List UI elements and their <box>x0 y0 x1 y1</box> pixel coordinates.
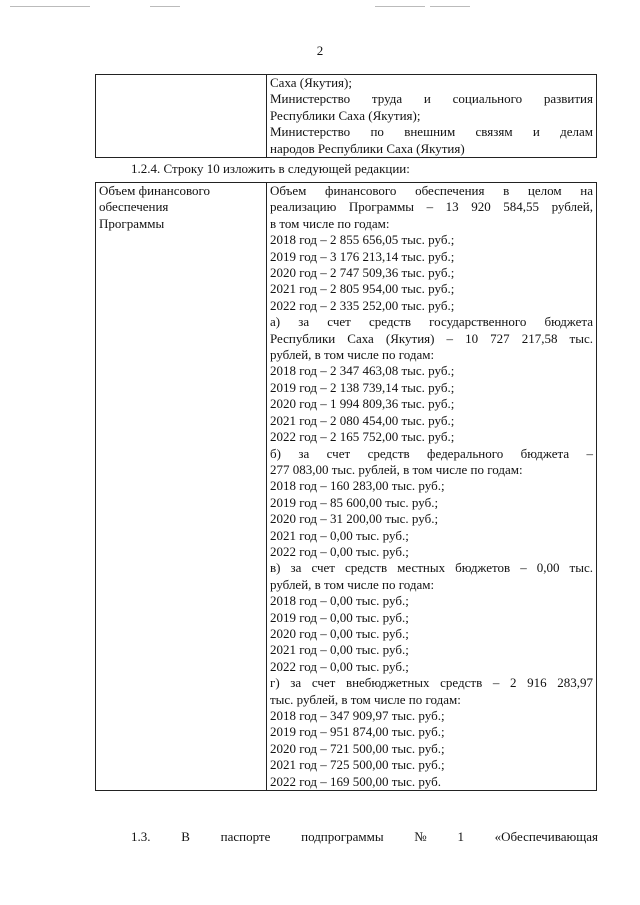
text-line: 2020 год – 1 994 809,36 тыс. руб.; <box>270 396 455 412</box>
text-line: реализацию Программы – 13 920 584,55 рублей, <box>270 199 593 215</box>
text-line: 2019 год – 951 874,00 тыс. руб.; <box>270 724 445 740</box>
item-word: В <box>181 829 190 844</box>
scan-artifact <box>375 6 425 7</box>
text-line: народов Республики Саха (Якутия) <box>270 140 465 156</box>
item-word: 1.3. <box>131 829 151 844</box>
item-word: «Обеспечивающая <box>494 829 598 844</box>
text-line: 2020 год – 31 200,00 тыс. руб.; <box>270 511 439 527</box>
scan-artifact <box>10 6 90 7</box>
responsible-executors-table <box>95 74 597 158</box>
label-cell <box>96 183 267 791</box>
text-line: 2021 год – 0,00 тыс. руб.; <box>270 642 409 658</box>
cell-text <box>270 75 593 157</box>
item-word: паспорте <box>220 829 271 844</box>
text-line: Республики Саха (Якутия) – 10 727 217,58 тыс. <box>270 330 593 346</box>
text-line: 2020 год – 721 500,00 тыс. руб.; <box>270 740 445 756</box>
cell-text <box>270 183 593 790</box>
label-line: Объем финансового <box>99 183 211 198</box>
text-line: 2019 год – 0,00 тыс. руб.; <box>270 609 409 625</box>
text-line: 2022 год – 2 335 252,00 тыс. руб.; <box>270 297 455 313</box>
text-line: 2022 год – 0,00 тыс. руб.; <box>270 543 409 559</box>
text-line: 2022 год – 169 500,00 тыс. руб. <box>270 773 441 789</box>
text-line: 2021 год – 725 500,00 тыс. руб.; <box>270 757 445 773</box>
text-line: 2018 год – 0,00 тыс. руб.; <box>270 593 409 609</box>
text-line: 2021 год – 2 805 954,00 тыс. руб.; <box>270 281 455 297</box>
table-row <box>96 183 597 791</box>
text-line: 2022 год – 0,00 тыс. руб.; <box>270 658 409 674</box>
cell-label <box>99 183 263 232</box>
item-word: № <box>414 829 427 844</box>
label-cell <box>96 75 267 158</box>
text-line: Республики Саха (Якутия); <box>270 107 421 123</box>
text-line: рублей, в том числе по годам: <box>270 576 435 592</box>
text-line: 2019 год – 2 138 739,14 тыс. руб.; <box>270 379 455 395</box>
text-line: 2018 год – 2 347 463,08 тыс. руб.; <box>270 363 455 379</box>
text-line: б) за счет средств федерального бюджета – <box>270 445 593 461</box>
scan-artifact <box>150 6 180 7</box>
value-cell <box>267 75 597 158</box>
text-line: в) за счет средств местных бюджетов – 0,00 тыс. <box>270 560 593 576</box>
item-1-2-4: 1.2.4. Строку 10 изложить в следующей редакции: <box>131 161 410 176</box>
text-line: 2022 год – 2 165 752,00 тыс. руб.; <box>270 429 455 445</box>
text-line: 277 083,00 тыс. рублей, в том числе по годам: <box>270 461 523 477</box>
text-line: 2019 год – 85 600,00 тыс. руб.; <box>270 494 439 510</box>
text-line: 2018 год – 347 909,97 тыс. руб.; <box>270 708 445 723</box>
label-line: Программы <box>99 215 165 231</box>
text-line: г) за счет внебюджетных средств – 2 916 283,97 <box>270 675 593 691</box>
text-line: 2020 год – 0,00 тыс. руб.; <box>270 625 409 641</box>
financing-table <box>95 182 597 791</box>
text-line: рублей, в том числе по годам: <box>270 347 435 363</box>
text-line: в том числе по годам: <box>270 215 390 231</box>
text-line: тыс. рублей, в том числе по годам: <box>270 691 461 707</box>
text-line: 2019 год – 3 176 213,14 тыс. руб.; <box>270 248 455 264</box>
text-line: Министерство труда и социального развития <box>270 91 593 107</box>
text-line: 2020 год – 2 747 509,36 тыс. руб.; <box>270 265 455 281</box>
scan-artifact <box>430 6 470 7</box>
page-number: 2 <box>316 43 324 58</box>
value-cell <box>267 183 597 791</box>
item-word: подпрограммы <box>301 829 384 844</box>
text-line: 2021 год – 2 080 454,00 тыс. руб.; <box>270 412 455 428</box>
text-line: Министерство по внешним связям и делам <box>270 124 593 140</box>
table-row <box>96 75 597 158</box>
text-line: 2018 год – 160 283,00 тыс. руб.; <box>270 478 445 494</box>
label-line: обеспечения <box>99 199 169 215</box>
text-line: а) за счет средств государственного бюджета <box>270 314 593 330</box>
text-line: Саха (Якутия); <box>270 75 352 90</box>
text-line: 2018 год – 2 855 656,05 тыс. руб.; <box>270 232 455 248</box>
text-line: 2021 год – 0,00 тыс. руб.; <box>270 527 409 543</box>
text-line: Объем финансового обеспечения в целом на <box>270 183 593 198</box>
item-word: 1 <box>457 829 464 844</box>
item-1-3 <box>131 829 598 845</box>
